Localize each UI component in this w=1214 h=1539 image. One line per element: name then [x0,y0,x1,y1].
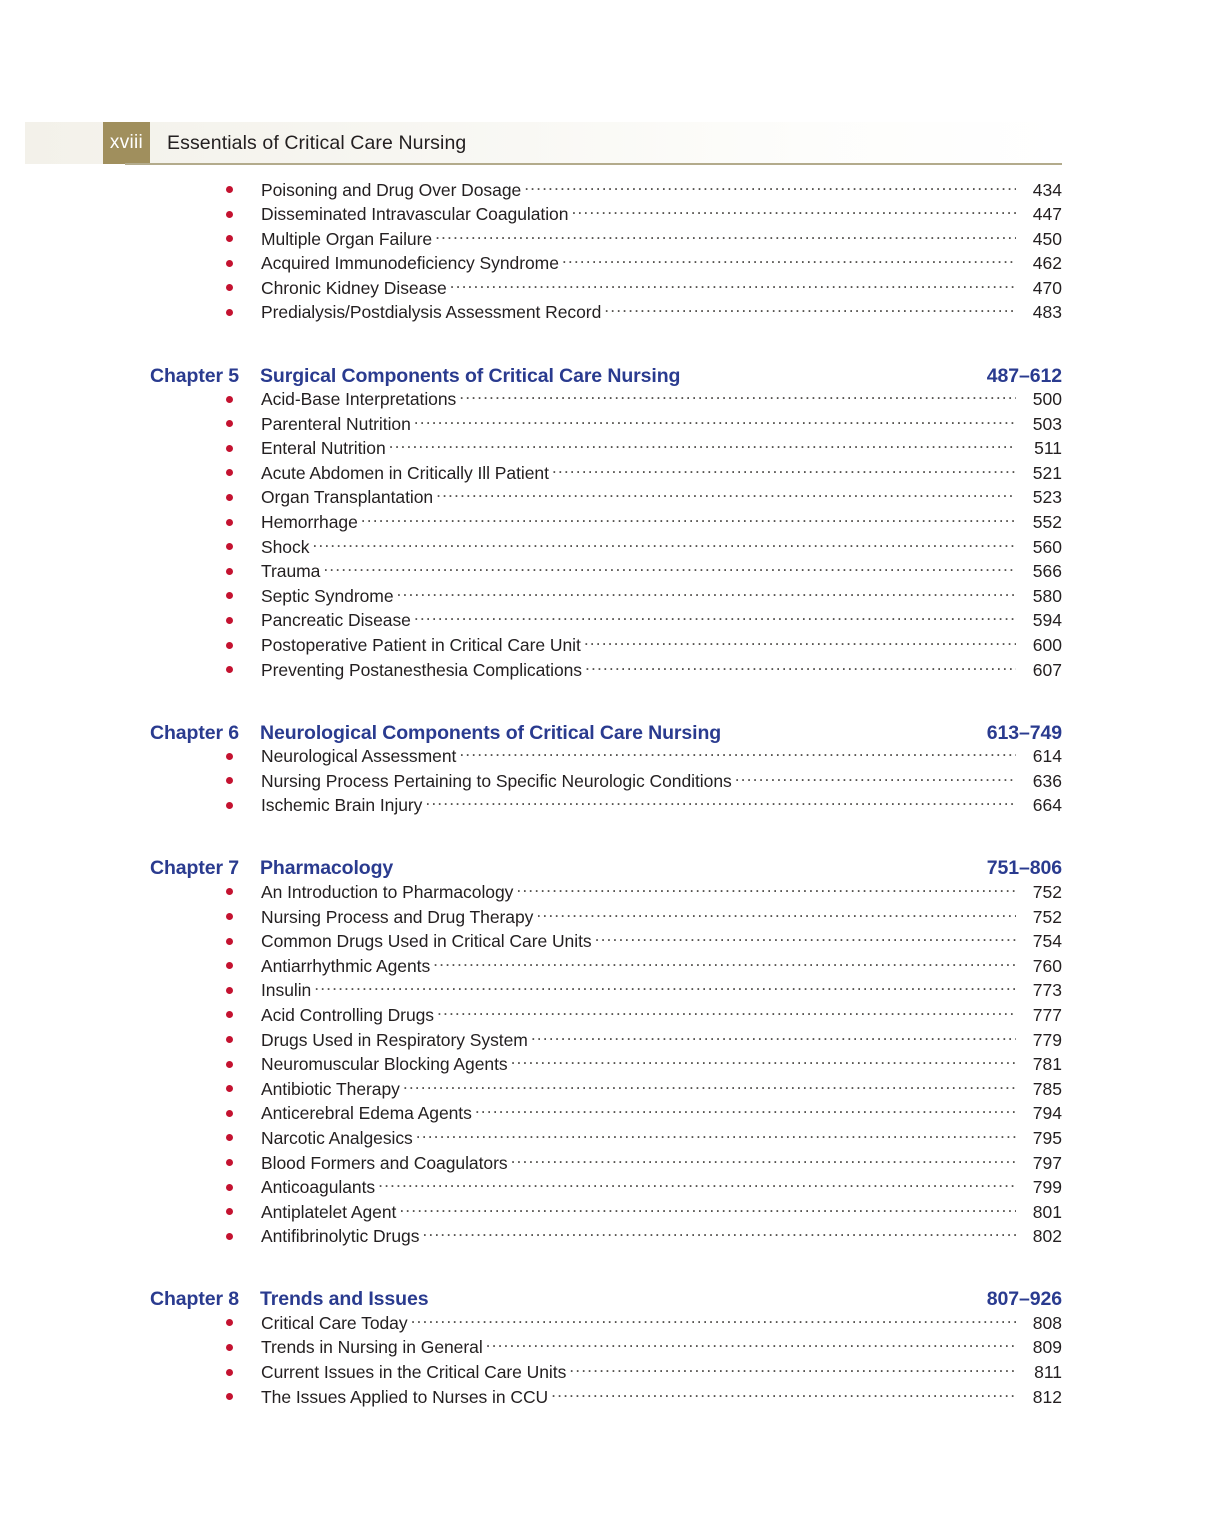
toc-entry-page: 801 [1032,1201,1062,1222]
dot-leader [422,1225,1016,1243]
bullet-icon [226,1085,233,1092]
chapter-heading[interactable] [150,1267,1062,1311]
toc-entry[interactable] [226,584,1062,609]
dot-leader [595,930,1016,948]
toc-entry[interactable] [226,1102,1062,1127]
toc-entry[interactable] [226,658,1062,683]
dot-leader [735,769,1016,787]
bullet-icon [226,186,233,193]
dot-leader [524,178,1016,196]
chapter-title: Trends and Issues [260,1288,429,1311]
chapter-title: Pharmacology [260,857,394,880]
bullet-icon [226,568,233,575]
toc-entry[interactable] [226,486,1062,511]
bullet-icon [226,913,233,920]
toc-entry-title: Nursing Process and Drug Therapy [261,906,534,927]
toc-entry[interactable] [226,1336,1062,1361]
dot-leader [425,794,1016,812]
toc-entry[interactable] [226,1003,1062,1028]
toc-entry-title: Hemorrhage [261,512,358,533]
chapter-title: Neurological Components of Critical Care Nursing [260,721,722,744]
toc-entry-title: Chronic Kidney Disease [261,277,447,298]
running-header [25,122,1063,164]
dot-leader [361,511,1016,529]
dot-leader [475,1102,1016,1120]
dot-leader [314,979,1016,997]
toc-entry[interactable] [226,461,1062,486]
dot-leader [323,560,1016,578]
toc-entry-page: 614 [1032,746,1062,767]
toc-entry[interactable] [226,1053,1062,1078]
dot-leader [437,1003,1016,1021]
dot-leader [389,437,1016,455]
dot-leader [414,412,1016,430]
bullet-icon [226,284,233,291]
toc-entry-title: Septic Syndrome [261,585,394,606]
toc-entry-page: 752 [1032,906,1062,927]
toc-entry-page: 470 [1032,277,1062,298]
toc-entry[interactable] [226,609,1062,634]
toc-entry-page: 447 [1032,204,1062,225]
toc-entry-title: Trauma [261,561,321,582]
dot-leader [399,1200,1016,1218]
toc-entry-page: 785 [1032,1078,1062,1099]
toc-entry[interactable] [226,769,1062,794]
toc-entry[interactable] [226,634,1062,659]
toc-entry-title: Preventing Postanesthesia Complications [261,659,583,680]
toc-entry-title: Antifibrinolytic Drugs [261,1226,420,1247]
bullet-icon [226,1393,233,1400]
toc-entry-page: 794 [1032,1103,1062,1124]
bullet-icon [226,1344,233,1351]
bullet-icon [226,543,233,550]
folio-number: xviii [109,132,144,153]
chapter-page-range: 613–749 [986,721,1062,744]
dot-leader [397,584,1016,602]
toc-entry-title: Pancreatic Disease [261,610,411,631]
dot-leader [403,1077,1016,1095]
dot-leader [536,905,1016,923]
toc-entry[interactable] [226,301,1062,326]
dot-leader [459,388,1016,406]
bullet-icon [226,1184,233,1191]
toc-entry-page: 552 [1032,512,1062,533]
bullet-icon [226,1036,233,1043]
toc-entry[interactable] [226,535,1062,560]
bullet-icon [226,1319,233,1326]
toc-entry-page: 500 [1032,389,1062,410]
toc-entry[interactable] [226,794,1062,819]
dot-leader [531,1028,1016,1046]
toc-entry-title: Antiarrhythmic Agents [261,955,431,976]
bullet-icon [226,1369,233,1376]
toc-entry-page: 812 [1032,1386,1062,1407]
bullet-icon [226,962,233,969]
toc-entry[interactable] [226,1028,1062,1053]
dot-leader [312,535,1016,553]
bullet-icon [226,1061,233,1068]
bullet-icon [226,211,233,218]
toc-entry-title: Drugs Used in Respiratory System [261,1029,528,1050]
toc-entry-title: Disseminated Intravascular Coagulation [261,204,569,225]
dot-leader [552,461,1016,479]
dot-leader [516,880,1016,898]
dot-leader [511,1151,1016,1169]
dot-leader [459,745,1016,763]
toc-entry-title: Anticerebral Edema Agents [261,1103,472,1124]
dot-leader [450,276,1016,294]
toc-entry-title: Nursing Process Pertaining to Specific Neurologic Conditions [261,770,732,791]
dot-leader [571,203,1016,221]
bullet-icon [226,888,233,895]
chapter-label: Chapter 7 [150,857,240,880]
dot-leader [511,1053,1016,1071]
toc-entry-page: 560 [1032,536,1062,557]
dot-leader [551,1385,1016,1403]
toc-entry-page: 580 [1032,585,1062,606]
toc-entry-title: Critical Care Today [261,1312,408,1333]
toc-entry-page: 781 [1032,1054,1062,1075]
bullet-icon [226,1011,233,1018]
toc-entry-title: Insulin [261,980,312,1001]
toc-entry-title: Enteral Nutrition [261,438,386,459]
dot-leader [604,301,1016,319]
bullet-icon [226,1134,233,1141]
toc-entry-title: Predialysis/Postdialysis Assessment Record [261,302,602,323]
toc-entry-page: 752 [1032,881,1062,902]
dot-leader [486,1336,1016,1354]
bullet-icon [226,617,233,624]
chapter-label: Chapter 8 [150,1288,240,1311]
toc-entry-title: Antiplatelet Agent [261,1201,397,1222]
dot-leader [433,954,1016,972]
chapter-title: Surgical Components of Critical Care Nursing [260,364,681,387]
toc-entry-title: Ischemic Brain Injury [261,795,423,816]
bullet-icon [226,469,233,476]
bullet-icon [226,592,233,599]
chapter-page-range: 487–612 [986,364,1062,387]
chapter-label: Chapter 5 [150,364,240,387]
toc-entry-title: Acid Controlling Drugs [261,1004,435,1025]
toc-entry-page: 809 [1032,1337,1062,1358]
toc-entry-page: 450 [1032,228,1062,249]
chapter-heading[interactable] [150,701,1062,745]
toc-entry-page: 462 [1032,253,1062,274]
toc-entry-title: Acute Abdomen in Critically Ill Patient [261,462,549,483]
bullet-icon [226,494,233,501]
toc-entry-title: Anticoagulants [261,1177,376,1198]
toc-entry-page: 521 [1032,462,1062,483]
toc-entry-title: Multiple Organ Failure [261,228,433,249]
dot-leader [584,634,1016,652]
toc-entry-title: Current Issues in the Critical Care Units [261,1362,567,1383]
toc-entry-page: 760 [1032,955,1062,976]
toc-entry-page: 636 [1032,770,1062,791]
toc-entry-page: 797 [1032,1152,1062,1173]
toc-entry-page: 511 [1034,438,1062,459]
toc-entry-title: The Issues Applied to Nurses in CCU [261,1386,549,1407]
dot-leader [585,658,1016,676]
toc-entry[interactable] [226,1311,1062,1336]
toc-entry-title: Trends in Nursing in General [261,1337,483,1358]
chapter-heading[interactable] [150,836,1062,880]
book-title: Essentials of Critical Care Nursing [167,131,467,154]
toc-entry[interactable] [226,905,1062,930]
toc-entry-page: 795 [1032,1127,1062,1148]
bullet-icon [226,235,233,242]
toc-entry-title: Narcotic Analgesics [261,1127,413,1148]
toc-entry[interactable] [226,1077,1062,1102]
toc-entry-page: 600 [1032,635,1062,655]
dot-leader [562,252,1016,270]
toc-entry[interactable] [226,437,1062,462]
toc-entry-page: 754 [1032,931,1062,952]
toc-entry-title: Neuromuscular Blocking Agents [261,1054,508,1075]
dot-leader [378,1176,1016,1194]
toc-entry[interactable] [226,1176,1062,1201]
bullet-icon [226,260,233,267]
bullet-icon [226,519,233,526]
toc-entry[interactable] [226,227,1062,252]
toc-entry-page: 503 [1032,413,1062,434]
toc-entry-page: 773 [1032,980,1062,1001]
bullet-icon [226,1110,233,1117]
toc-entry-title: Antibiotic Therapy [261,1078,400,1099]
toc-entry-title: Poisoning and Drug Over Dosage [261,179,522,200]
bullet-icon [226,666,233,673]
dot-leader [569,1361,1016,1379]
toc-entry-page: 607 [1032,659,1062,680]
toc-entry[interactable] [226,178,1062,203]
toc-entry[interactable] [226,1151,1062,1176]
chapter-label: Chapter 6 [150,721,240,744]
toc-entry-page: 808 [1032,1312,1062,1333]
toc-entry[interactable] [226,1126,1062,1151]
dot-leader [416,1126,1016,1144]
toc-entry-page: 594 [1032,610,1062,631]
bullet-icon [226,642,233,649]
toc-entry[interactable] [226,880,1062,905]
bullet-icon [226,753,233,760]
toc-entry-title: Blood Formers and Coagulators [261,1152,508,1173]
bullet-icon [226,1208,233,1215]
chapter-page-range: 751–806 [986,857,1062,880]
toc-entry-page: 434 [1032,179,1062,200]
toc-entry-title: Postoperative Patient in Critical Care Unit [261,635,581,655]
toc-entry[interactable] [226,954,1062,979]
dot-leader [414,609,1016,627]
toc-entry-page: 664 [1032,795,1062,816]
toc-entry-title: Shock [261,536,310,557]
toc-entry-title: Neurological Assessment [261,746,457,767]
toc-entry-page: 566 [1032,561,1062,582]
toc-entry[interactable] [226,511,1062,536]
dot-leader [411,1311,1016,1329]
bullet-icon [226,396,233,403]
bullet-icon [226,445,233,452]
bullet-icon [226,1233,233,1240]
toc-entry-title: Parenteral Nutrition [261,413,411,434]
dot-leader [436,486,1016,504]
bullet-icon [226,1159,233,1166]
toc-entry[interactable] [226,1385,1062,1410]
bullet-icon [226,802,233,809]
folio-box [103,122,150,164]
toc-entry-page: 777 [1032,1004,1062,1025]
toc-entry[interactable] [226,276,1062,301]
toc-entry[interactable] [226,203,1062,228]
bullet-icon [226,309,233,316]
toc-entry-title: Organ Transplantation [261,487,434,508]
toc-entry[interactable] [226,412,1062,437]
dot-leader [435,227,1016,245]
toc-entry-title: Common Drugs Used in Critical Care Units [261,931,592,952]
toc-entry-title: An Introduction to Pharmacology [261,881,514,902]
bullet-icon [226,777,233,784]
toc-entry[interactable] [226,252,1062,277]
toc-entry[interactable] [226,745,1062,770]
chapter-page-range: 807–926 [986,1288,1062,1311]
toc-entry-page: 483 [1032,302,1062,323]
toc-entry-page: 779 [1032,1029,1062,1050]
bullet-icon [226,420,233,427]
toc-entry-page: 799 [1032,1177,1062,1198]
toc-entry-page: 802 [1032,1226,1062,1247]
toc-entry-page: 523 [1032,487,1062,508]
toc-entry[interactable] [226,1200,1062,1225]
toc-entry[interactable] [226,1361,1062,1386]
bullet-icon [226,987,233,994]
chapter-heading[interactable] [150,344,1062,388]
header-rule [125,163,1062,165]
toc-entry[interactable] [226,388,1062,413]
toc-entry-title: Acid-Base Interpretations [261,389,457,410]
toc-entry[interactable] [226,979,1062,1004]
bullet-icon [226,938,233,945]
toc-entry-page: 811 [1034,1362,1062,1383]
toc-entry[interactable] [226,1225,1062,1250]
table-of-contents [0,178,1214,1410]
toc-entry[interactable] [226,930,1062,955]
toc-entry-title: Acquired Immunodeficiency Syndrome [261,253,559,274]
toc-entry[interactable] [226,560,1062,585]
